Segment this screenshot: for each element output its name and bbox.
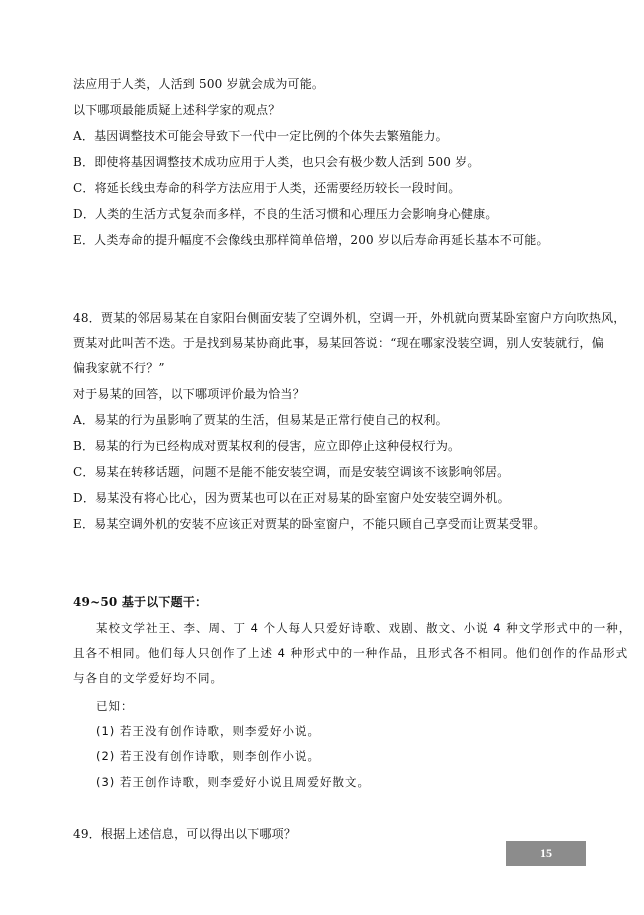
q47-prompt: 以下哪项最能质疑上述科学家的观点？ [73,103,281,117]
q49-stem: 49．根据上述信息，可以得出以下哪项？ [73,827,297,841]
q47-option-b: B．即使将基因调整技术成功应用于人类，也只会有极少数人活到 500 岁。 [73,155,480,169]
condition-2: (2) 若王没有创作诗歌，则李创作小说。 [96,749,320,763]
q49-50-heading: 49~50 基于以下题干： [73,595,208,609]
page-number: 15 [540,846,552,860]
q48-stem-line-2: 贾某对此叫苦不迭。于是找到易某协商此事，易某回答说：“现在哪家没装空调，别人安装就行，偏 [73,336,604,350]
q48-option-e: E．易某空调外机的安装不应该正对贾某的卧室窗户，不能只顾自己享受而让贾某受罪。 [73,517,546,531]
q48-option-c: C．易某在转移话题，问题不是能不能安装空调，而是安装空调该不该影响邻居。 [73,465,510,479]
q48-option-b: B．易某的行为已经构成对贾某权利的侵害，应立即停止这种侵权行为。 [73,439,461,453]
condition-1: (1) 若王没有创作诗歌，则李爱好小说。 [96,724,320,738]
known-label: 已知： [96,699,134,713]
page-number-badge [506,841,586,866]
q47-option-a: A．基因调整技术可能会导致下一代中一定比例的个体失去繁殖能力。 [73,129,448,143]
condition-3: (3) 若王创作诗歌，则李爱好小说且周爱好散文。 [96,775,370,789]
q47-option-c: C．将延长线虫寿命的科学方法应用于人类，还需要经历较长一段时间。 [73,181,461,195]
q47-continuation: 法应用于人类，人活到 500 岁就会成为可能。 [73,77,325,91]
q48-option-d: D．易某没有将心比心，因为贾某也可以在正对易某的卧室窗户处安装空调外机。 [73,491,510,505]
passage-line-2: 且各不相同。他们每人只创作了上述 4 种形式中的一种作品，且形式各不相同。他们创作的作品形式 [73,646,629,660]
passage-line-1: 某校文学社王、李、周、丁 4 个人每人只爱好诗歌、戏剧、散文、小说 4 种文学形式中的一种， [96,621,632,635]
q48-stem-line-3: 偏我家就不行？” [73,361,165,375]
q47-option-e: E．人类寿命的提升幅度不会像线虫那样简单倍增，200 岁以后寿命再延长基本不可能。 [73,233,549,247]
q47-option-d: D．人类的生活方式复杂而多样，不良的生活习惯和心理压力会影响身心健康。 [73,207,498,221]
q48-stem-line-1: 48．贾某的邻居易某在自家阳台侧面安装了空调外机，空调一开，外机就向贾某卧室窗户方向吹热风， [73,311,626,325]
q48-prompt: 对于易某的回答，以下哪项评价最为恰当？ [73,387,305,401]
q48-option-a: A．易某的行为虽影响了贾某的生活，但易某是正常行使自己的权利。 [73,413,448,427]
passage-line-3: 与各自的文学爱好均不同。 [73,671,223,685]
